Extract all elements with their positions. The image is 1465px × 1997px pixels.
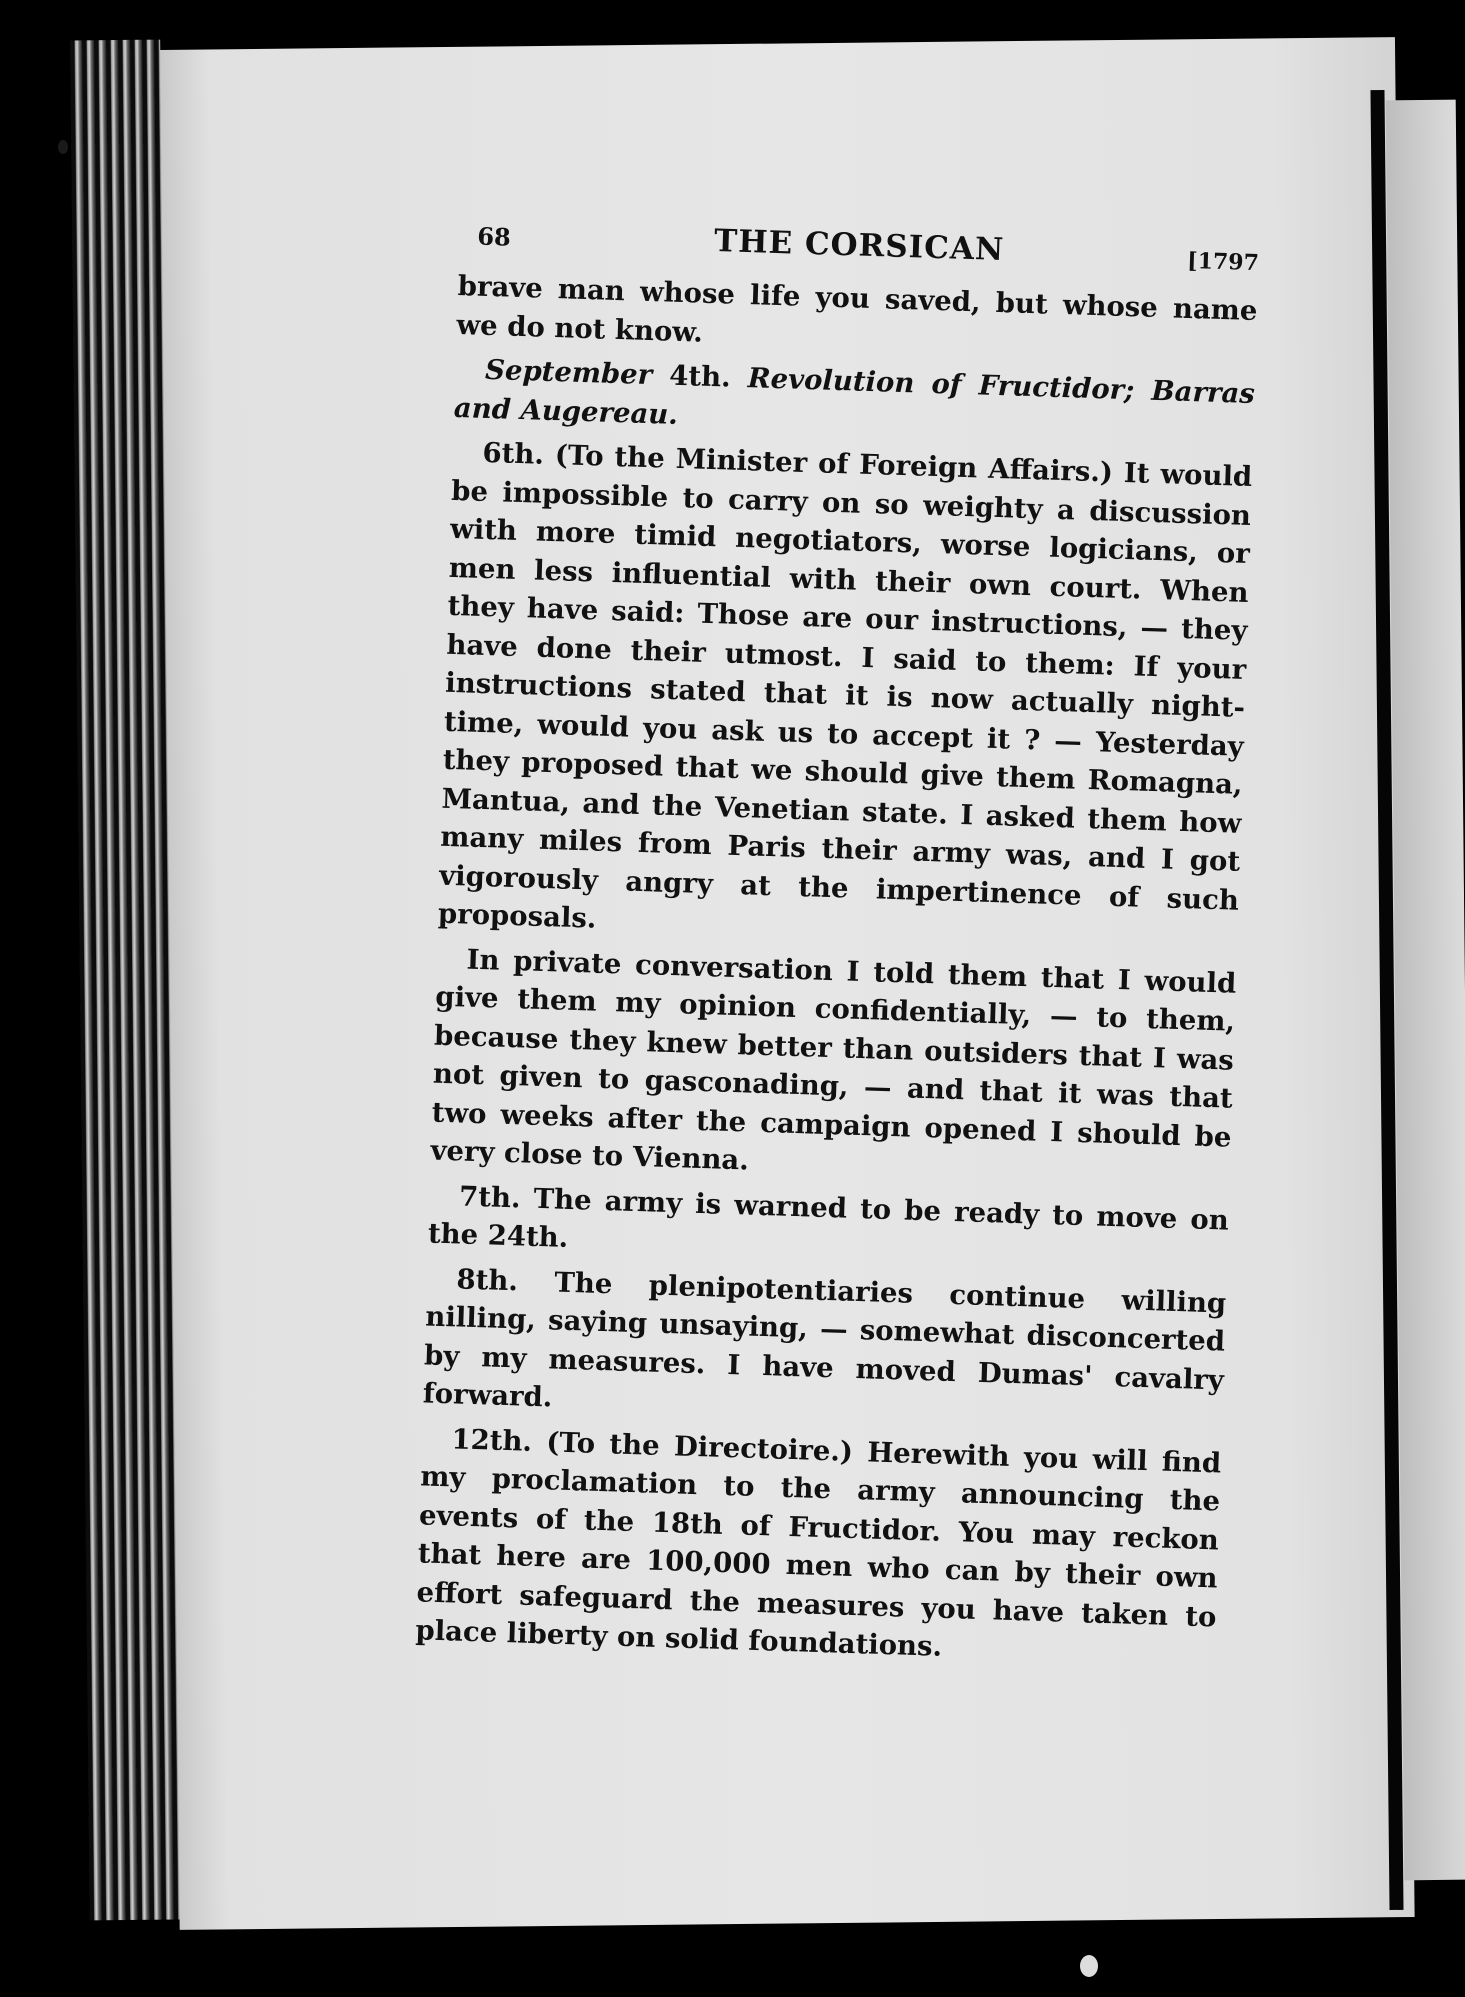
running-title: THE CORSICAN — [713, 223, 1005, 269]
paragraph: brave man whose life you saved, but whose name we do not know. — [456, 269, 1258, 349]
text-block — [415, 215, 1260, 1681]
body-text — [415, 267, 1258, 1675]
paragraph: 7th. The army is warned to be ready to move on the 24th. — [427, 1179, 1230, 1254]
dust-speck — [1080, 1955, 1098, 1977]
paragraph: In private conversation I told them that I would give them my opinion confidentially, — to them, because they knew better than outsiders that I was not given to gasconading, — and that it was that two weeks after the campaign opened I should be very close to Vienna. — [430, 943, 1237, 1177]
italic-month: September — [484, 353, 653, 392]
paragraph: 12th. (To the Directoire.) Herewith you will find my proclamation to the army announcing the events of the 18th of Fructidor. You may reckon that here are 100,000 men who can by their own effort safeguard the measures you have taken to place liberty on solid foundations. — [415, 1422, 1222, 1663]
dust-speck — [58, 140, 68, 154]
paragraph: 6th. (To the Minister of Foreign Affairs.) It would be impossible to carry on so weighty a discussion with more timid negotiators, worse logicians, or men less influential with their own court. When they have said: Those are our instructions, — they have done their utmost. I said to them: If your instructions stated that it is now actually night-time, would you ask us to accept it ? — Yesterday they proposed that we should give them Romagna, Mantua, and the Venetian state. I asked them how many miles from Paris their army was, and I got vigorously angry at the impertinence of such proposals. — [437, 436, 1253, 935]
paragraph: 8th. The plenipotentiaries continue willing nilling, saying unsaying, — somewhat disconcerted by my measures. I have moved Dumas' cavalry forward. — [422, 1262, 1227, 1414]
italic-event: Revolution of Fructidor; Barras and Augereau. — [453, 362, 1256, 431]
page-number: 68 — [476, 221, 512, 252]
running-year: [1797 — [1186, 247, 1260, 277]
date-label: 4th. — [651, 359, 749, 395]
